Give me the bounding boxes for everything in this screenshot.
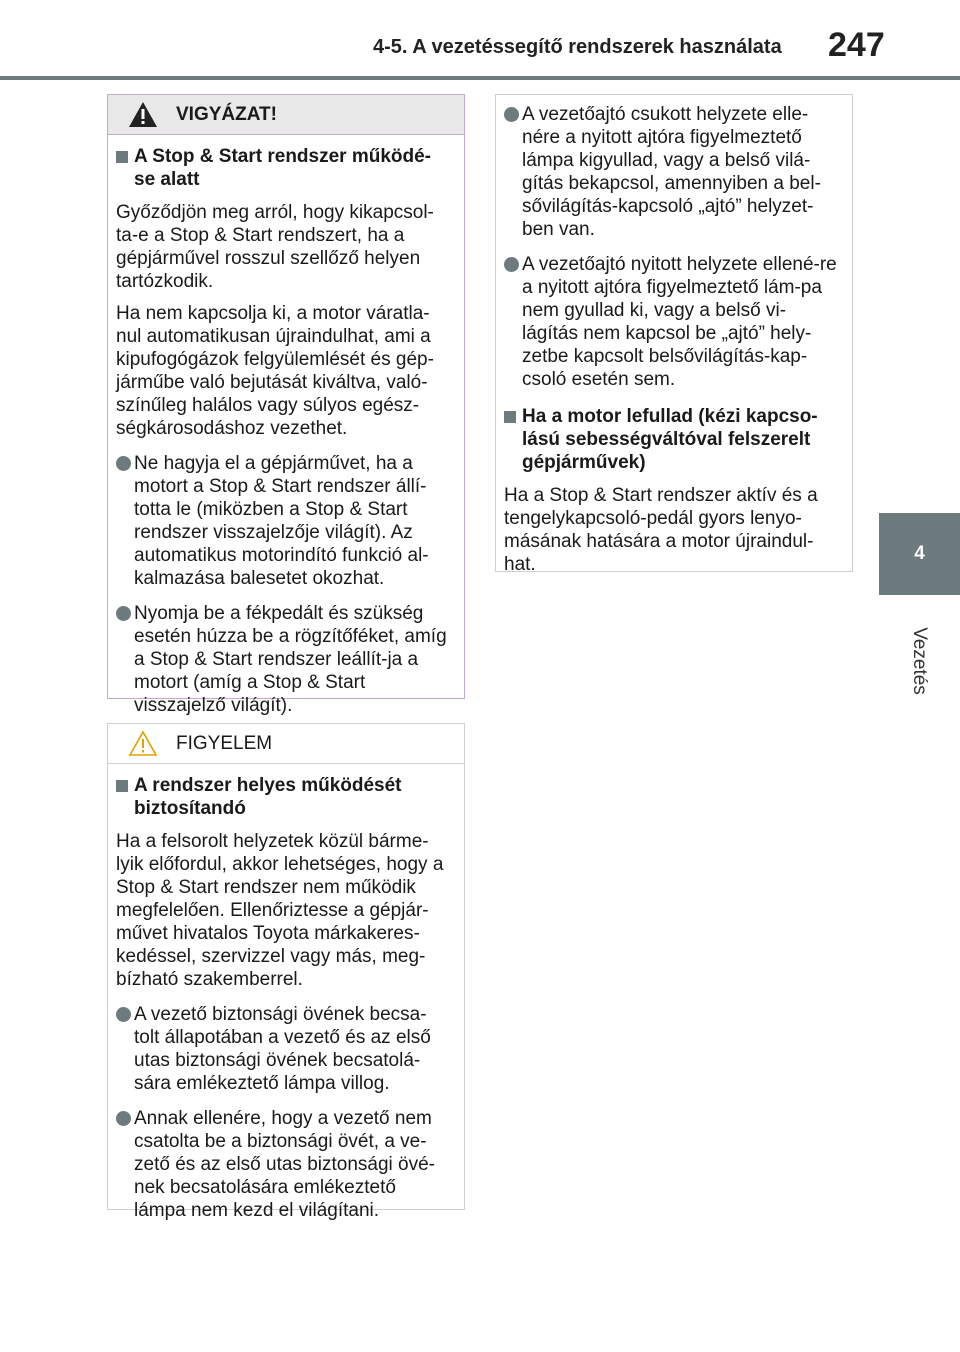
square-bullet-icon [116,151,128,163]
warning-triangle-filled-icon [128,101,158,128]
caution-bullet-text: Nyomja be a fékpedált és szükség esetén húzza be a rögzítőféket, amíg a Stop & Start rendszer leállít-ja a motort (amíg a Stop & Start visszajelző világít). [134,603,447,716]
caution-box-header [108,95,464,135]
continued-section-heading-text: Ha a motor lefullad (kézi kapcso-lású sebességváltóval felszerelt gépjárművek) [522,406,818,473]
square-bullet-icon [116,780,128,792]
header-section-title: 4-5. A vezetéssegítő rendszerek használata [373,36,782,58]
round-bullet-icon [116,1007,131,1022]
round-bullet-icon [116,1111,131,1126]
chapter-number: 4 [914,543,925,564]
caution-bullet [116,602,449,717]
header-rule [0,76,960,80]
notice-bullet-text: A vezető biztonsági övének becsa-tolt állapotában a vezető és az első utas biztonsági övének becsatolá-sára emlékeztető lámpa villog. [134,1004,431,1094]
round-bullet-icon [504,257,519,272]
continued-paragraph: Ha a Stop & Start rendszer aktív és a tengelykapcsoló-pedál gyors lenyo-másának hatására a motor újraindul-hat. [504,485,818,575]
notice-paragraph: Ha a felsorolt helyzetek közül bárme-lyik előfordul, akkor lehetséges, hogy a Stop & Start rendszer nem működik megfelelően. Ellenőriztesse a gépjár-művet hivatalos Toyota márkakeres-kedéssel, szervizzel vagy más, meg-bízható szakemberrel. [116,831,444,990]
page-number: 247 [828,26,885,64]
caution-paragraph: Győződjön meg arról, hogy kikapcsol-ta-e a Stop & Start rendszert, ha a gépjárművel rosszul szellőző helyen tartózkodik. [116,202,434,292]
notice-bullet [116,1107,449,1222]
round-bullet-icon [504,107,519,122]
continued-section-heading [504,405,837,474]
caution-bullet-text: Ne hagyja el a gépjárművet, ha a motort a Stop & Start rendszer állí-totta le (miközben a Stop & Start rendszer visszajelzője világít). Az automatikus motorindító funkció al-kalmazása balesetet okozhat. [134,453,429,589]
caution-box [107,94,465,716]
caution-box-body [108,135,464,737]
warning-triangle-outline-icon [128,730,158,757]
notice-bullet [116,1003,449,1095]
round-bullet-icon [116,606,131,621]
chapter-label: Vezetés [909,627,930,695]
chapter-tab [879,513,960,595]
notice-section-heading-text: A rendszer helyes működését biztosítandó [134,775,402,819]
notice-bullet-text: Annak ellenére, hogy a vezető nem csatolta be a biztonsági övét, a ve-zető és az első utas biztonsági övé-nek becsatolására emlékeztető lámpa nem kezd el világítani. [134,1108,436,1221]
continued-box-body [496,103,852,593]
notice-box [107,723,465,1221]
notice-box-header [108,724,464,764]
round-bullet-icon [116,456,131,471]
notice-box-body [108,764,464,1242]
continued-bullet [504,103,837,241]
caution-title: VIGYÁZAT! [176,103,277,125]
continued-bullet-text: A vezetőajtó nyitott helyzete ellené-re a nyitott ajtóra figyelmeztető lám-pa nem gyullad ki, vagy a belső vi-lágítás nem kapcsol be „ajtó” hely-zetbe kapcsolt belsővilágítás-kap-csoló esetén sem. [522,254,837,390]
notice-section-heading [116,774,449,820]
caution-paragraph: Ha nem kapcsolja ki, a motor váratla-nul automatikusan újraindulhat, ami a kipufogógázok felgyülemlését és gép-járműbe való bejutását kiváltva, való-színűleg halálos vagy súlyos egész-ségkárosodáshoz vezethet. [116,303,434,439]
square-bullet-icon [504,411,516,423]
caution-section-heading-text: A Stop & Start rendszer működé-se alatt [134,146,432,190]
continued-box [495,94,853,575]
continued-bullet-text: A vezetőajtó csukott helyzete elle-nére a nyitott ajtóra figyelmeztető lámpa kigyullad, vagy a belső vilá-gítás bekapcsol, amennyiben a bel-sővilágítás-kapcsoló „ajtó” helyzet-ben van. [522,104,821,240]
continued-bullet [504,253,837,391]
caution-bullet [116,452,449,590]
notice-title: FIGYELEM [176,732,273,754]
caution-section-heading [116,145,449,191]
